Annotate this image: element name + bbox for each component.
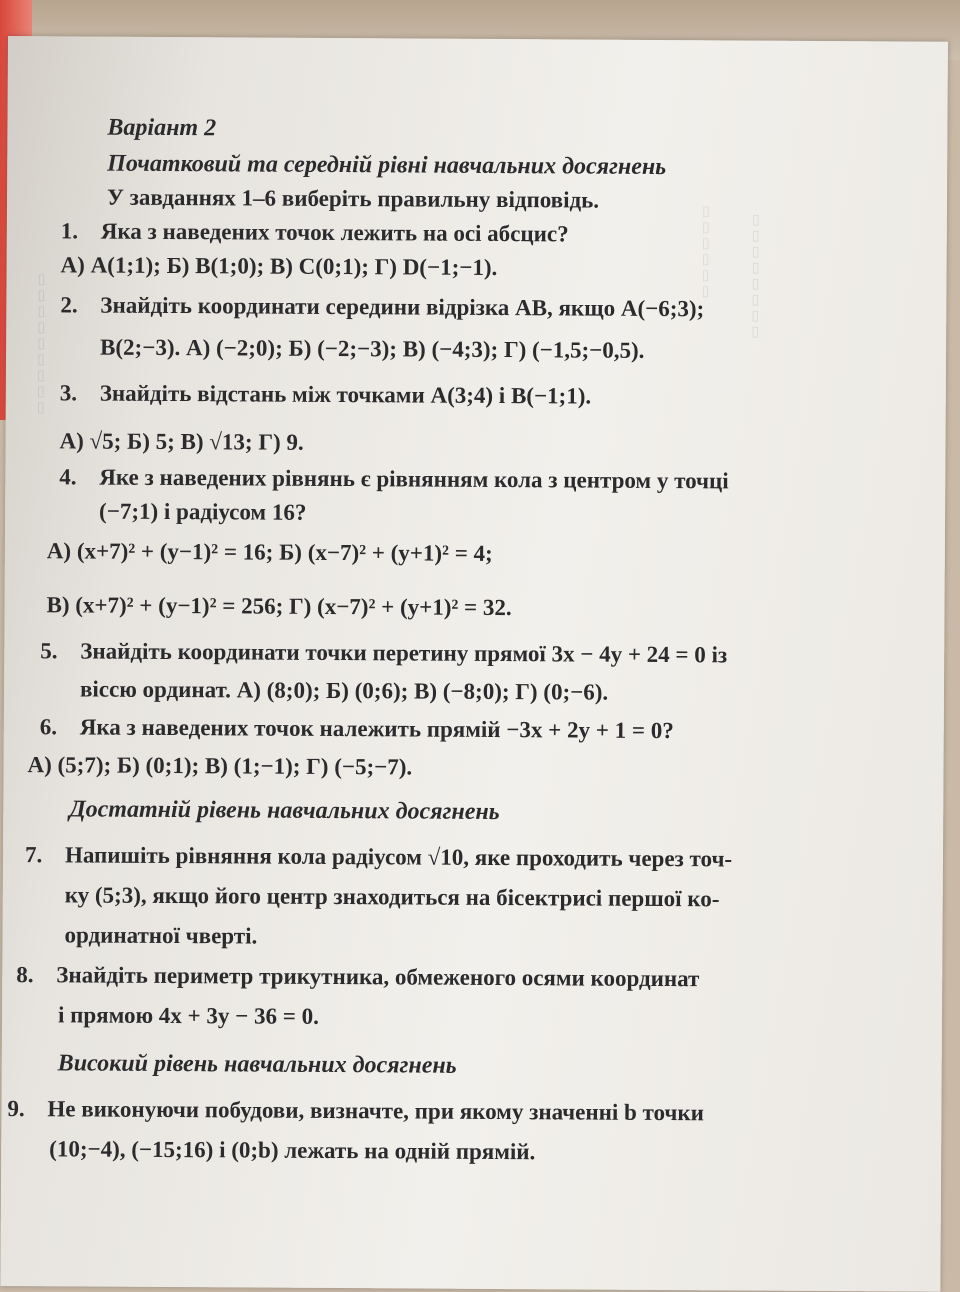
task-7-line-3: ординатної чверті. [64, 922, 258, 949]
task-4-answers-ab: А) (x+7)² + (y−1)² = 16; Б) (x−7)² + (y+1)² = 4; [46, 538, 493, 566]
section1-title: Початковий та середній рівні навчальних досягнень [107, 150, 667, 181]
task-6-question: 6. Яка з наведених точок належить прямій −3x + 2y + 1 = 0? [39, 714, 674, 744]
task-2-question: 2. Знайдіть координати середини відрізка AB, якщо A(−6;3); [60, 292, 705, 322]
variant-title: Варіант 2 [107, 114, 217, 142]
section3-title: Високий рівень навчальних досягнень [57, 1050, 457, 1079]
show-through-text: ▯▯▯▯▯▯▯▯ [746, 212, 763, 341]
task-8-line-2: і прямою 4x + 3y − 36 = 0. [57, 1002, 319, 1029]
instruction: У завданнях 1–6 виберіть правильну відповідь. [106, 184, 600, 213]
task-6-answers: А) (5;7); Б) (0;1); В) (1;−1); Г) (−5;−7). [27, 752, 413, 780]
task-1-answers: А) A(1;1); Б) B(1;0); В) C(0;1); Г) D(−1;−1). [60, 252, 498, 280]
section2-title: Достатній рівень навчальних досягнень [69, 796, 500, 826]
task-5-answers: віссю ординат. А) (8;0); Б) (0;6); В) (−8;0); Г) (0;−6). [79, 676, 609, 705]
task-9-line-2: (10;−4), (−15;16) і (0;b) лежать на одній прямій. [49, 1136, 536, 1165]
task-2-answers: B(2;−3). А) (−2;0); Б) (−2;−3); В) (−4;3); Г) (−1,5;−0,5). [100, 334, 645, 363]
show-through-text: ▯▯▯▯▯▯▯▯▯ [31, 272, 49, 417]
task-3-question: 3. Знайдіть відстань між точками A(3;4) і B(−1;1). [59, 380, 592, 409]
worksheet-paper [0, 36, 948, 1292]
task-4-question-cont: (−7;1) і радіусом 16? [99, 498, 307, 525]
task-3-answers: А) √5; Б) 5; В) √13; Г) 9. [59, 428, 304, 455]
task-7-line-2: ку (5;3), якщо його центр знаходиться на бісектрисі першої ко- [64, 882, 720, 912]
task-9-line-1: 9. Не виконуючи побудови, визначте, при якому значенні b точки [7, 1096, 705, 1126]
task-8-line-1: 8. Знайдіть периметр трикутника, обмеженого осями координат [16, 962, 700, 992]
task-7-line-1: 7. Напишіть рівняння кола радіусом √10, яке проходить через точ- [24, 842, 733, 872]
task-1-question: 1. Яка з наведених точок лежить на осі абсцис? [60, 218, 569, 247]
task-4-answers-vg: В) (x+7)² + (y−1)² = 256; Г) (x−7)² + (y+1)² = 32. [46, 592, 512, 621]
task-4-question: 4. Яке з наведених рівнянь є рівнянням кола з центром у точці [59, 464, 729, 494]
task-5-question: 5. Знайдіть координати точки перетину прямої 3x − 4y + 24 = 0 із [40, 638, 728, 668]
show-through-text: ▯▯▯▯▯▯ [696, 204, 713, 301]
